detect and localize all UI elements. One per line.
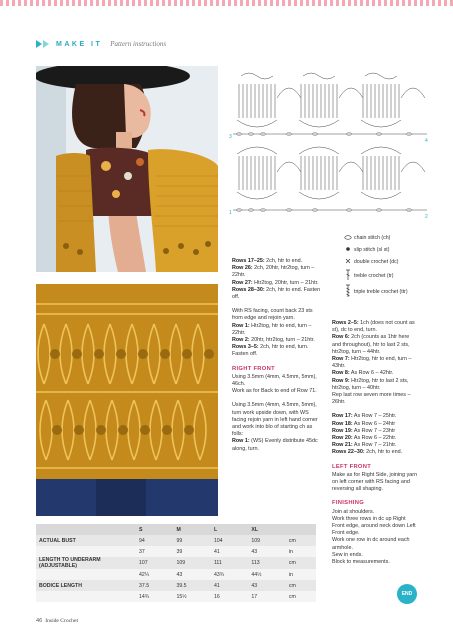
page-footer — [36, 618, 78, 624]
instructions-column-1 — [232, 258, 324, 460]
table-row: 42¼ 43 43¾ 44½ in — [36, 569, 316, 580]
double-crochet-icon — [342, 258, 354, 266]
finishing-text: Join at shoulders. Work three rows in dc up Right Front edge, around neck down Left Front edge. Work one row in dc around each armhole. Sew in ends. Block to measurements. — [332, 508, 416, 566]
stitch-legend — [342, 232, 442, 300]
legend-label: treble crochet (tr) — [354, 273, 394, 279]
chart-row-label-2: 2 — [425, 214, 428, 220]
top-decorative-border — [0, 0, 453, 6]
legend-label: chain stitch (ch) — [354, 235, 391, 241]
section-subtitle: Pattern instructions — [110, 40, 167, 48]
right-front-rows-2: Row 17: As Row 7 – 25htr. Row 18: As Row 6 – 24htr Row 19: As Row 7 – 23htr Row 20: As Row 6 – 22htr. Row 21: As Row 7 – 21htr. Rows 22–30: 2ch, htr to end. — [332, 413, 403, 456]
size-m-header: M — [173, 524, 210, 535]
left-front-text: Make as for Right Side, joining yarn on left corner with RS facing and reversing all shaping. — [332, 471, 418, 493]
back-shaping-rows: Rows 17–25: 2ch, htr to end. Row 26: 2ch, 20htr, htr2tog, turn – 22htr. Row 27: Htr2tog, 20htr, turn – 21htr. Rows 28–30: 2ch, htr to end. Fasten off. — [232, 258, 321, 301]
legend-item — [342, 256, 442, 268]
legend-label: triple treble crochet (ttr) — [354, 289, 408, 295]
table-row: BODICE LENGTH 37.5 39.5 41 43 cm — [36, 580, 316, 591]
page-header — [36, 38, 166, 50]
chain-stitch-icon — [342, 235, 354, 242]
table-header-row — [36, 524, 316, 535]
chart-row-label-1: 1 — [229, 210, 232, 216]
table-row: 37 39 41 43 in — [36, 546, 316, 557]
chart-row-label-4: 4 — [425, 138, 428, 144]
finishing-heading: FINISHING — [332, 500, 365, 507]
legend-label: double crochet (dc) — [354, 259, 399, 265]
legend-item — [342, 244, 442, 256]
section-label: MAKE IT — [56, 40, 103, 48]
left-front-heading: LEFT FRONT — [332, 463, 372, 470]
magazine-name: Inside Crochet — [45, 618, 79, 624]
right-front-heading: RIGHT FRONT — [232, 365, 275, 372]
size-xl-header: XL — [248, 524, 285, 535]
model-photo — [36, 66, 218, 272]
legend-item — [342, 284, 442, 300]
lace-detail-photo — [36, 284, 218, 516]
chart-row-label-3: 3 — [229, 134, 232, 140]
legend-item — [342, 268, 442, 284]
treble-crochet-icon — [342, 269, 354, 283]
header-arrows-icon — [36, 40, 49, 48]
end-badge: END — [397, 584, 417, 604]
stitch-chart — [229, 68, 431, 228]
legend-item — [342, 232, 442, 244]
legend-label: slip stitch (sl st) — [354, 247, 390, 253]
page-number: 46 — [36, 618, 43, 624]
right-front-text-2: Using 3.5mm (4mm, 4.5mm, 5mm), turn work upside down, with WS facing rejoin yarn in left hand corner and work into blo of starting ch as folls: Row 1: (WS) Evenly distribute 45dc along, turn. — [232, 402, 318, 452]
table-row: ACTUAL BUST 94 99 104 109 cm — [36, 535, 316, 546]
table-row: LENGTH TO UNDERARM (ADJUSTABLE) 107 109 111 113 cm — [36, 557, 316, 569]
triple-treble-crochet-icon — [342, 284, 354, 300]
slip-stitch-icon — [342, 246, 354, 254]
instructions-column-2 — [332, 320, 418, 573]
size-l-header: L — [211, 524, 248, 535]
right-front-text: Using 3.5mm (4mm, 4.5mm, 5mm), 46ch. Work as for Back to end of Row 71. — [232, 373, 317, 395]
table-row: 14¾ 15½ 16 17 cm — [36, 591, 316, 602]
right-front-rows: Rows 2–5: 1ch (does not count as st), dc to end, turn. Row 6: 2ch (counts as 1htr here and throughout), htr to last 2 sts, htr2tog, turn – 44htr. Row 7: Htr2tog, htr to end, turn – 43htr. Row 8: As Row 6 – 42htr. Row 9: Htr2tog, htr to last 2 sts, htr2tog, turn – 40htr. Rep last row seven more times – 26htr. — [332, 320, 415, 406]
size-table — [36, 524, 316, 602]
size-s-header: S — [136, 524, 173, 535]
rs-facing-rows: With RS facing, count back 23 sts from edge and rejoin yarn. Row 1: Htr2tog, htr to end, turn – 22htr. Row 2: 20htr, htr2tog, turn – 21htr. Rows 3–5: 2ch, htr to end, turn. Fasten off. — [232, 308, 315, 358]
